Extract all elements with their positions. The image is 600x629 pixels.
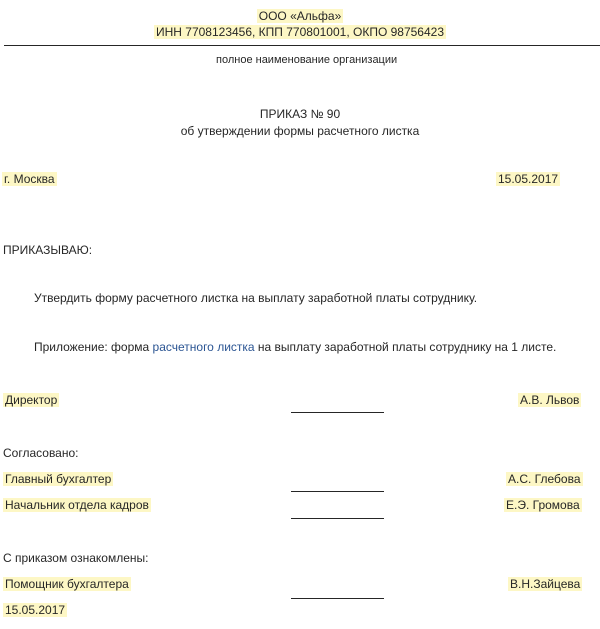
org-codes-line — [0, 25, 600, 40]
agreed-label: Согласовано: — [3, 446, 79, 460]
assistant-role-line — [3, 577, 131, 592]
command-word: ПРИКАЗЫВАЮ: — [3, 243, 93, 257]
director-role: Директор — [5, 393, 58, 407]
director-signature-line — [291, 412, 384, 413]
attachment-link[interactable]: расчетного листка — [152, 340, 255, 354]
order-date: 15.05.2017 — [498, 172, 559, 186]
director-name-line — [518, 393, 581, 408]
city: г. Москва — [4, 172, 55, 186]
hr-head-role: Начальник отдела кадров — [5, 498, 149, 512]
order-title: ПРИКАЗ № 90 — [259, 107, 341, 121]
hr-head-role-line — [3, 498, 151, 513]
org-caption: полное наименование организации — [216, 54, 398, 66]
hr-head-signature-line — [291, 518, 384, 519]
chief-accountant-signature-line — [291, 491, 384, 492]
org-codes: ИНН 7708123456, КПП 770801001, ОКПО 98756423 — [155, 25, 444, 39]
city-line — [2, 172, 57, 187]
hr-head-name: Е.Э. Громова — [506, 498, 580, 512]
assistant-signature-line — [291, 598, 384, 599]
hr-head-name-line — [504, 498, 582, 513]
org-name-line — [0, 9, 600, 24]
chief-accountant-name: А.С. Глебова — [508, 472, 581, 486]
org-name: ООО «Альфа» — [258, 9, 342, 23]
attachment-prefix: Приложение: форма — [34, 340, 153, 354]
ack-date: 15.05.2017 — [5, 603, 66, 617]
header-rule — [4, 45, 600, 46]
order-date-line — [496, 172, 560, 187]
assistant-name-line — [508, 577, 582, 592]
attachment-line — [34, 340, 556, 355]
chief-accountant-role: Главный бухгалтер — [5, 472, 112, 486]
attachment-suffix: на выплату заработной платы сотруднику на 1 листе. — [254, 340, 557, 354]
order-subtitle: об утверждении формы расчетного листка — [180, 124, 420, 138]
chief-accountant-name-line — [506, 472, 583, 487]
acquainted-label: С приказом ознакомлены: — [3, 551, 149, 565]
ack-date-line — [3, 603, 67, 618]
director-name: А.В. Львов — [520, 393, 580, 407]
order-item-1: Утвердить форму расчетного листка на выплату заработной платы сотруднику. — [34, 291, 478, 305]
chief-accountant-role-line — [3, 472, 113, 487]
assistant-role: Помощник бухгалтера — [5, 577, 129, 591]
assistant-name: В.Н.Зайцева — [510, 577, 581, 591]
director-role-line — [3, 393, 59, 408]
